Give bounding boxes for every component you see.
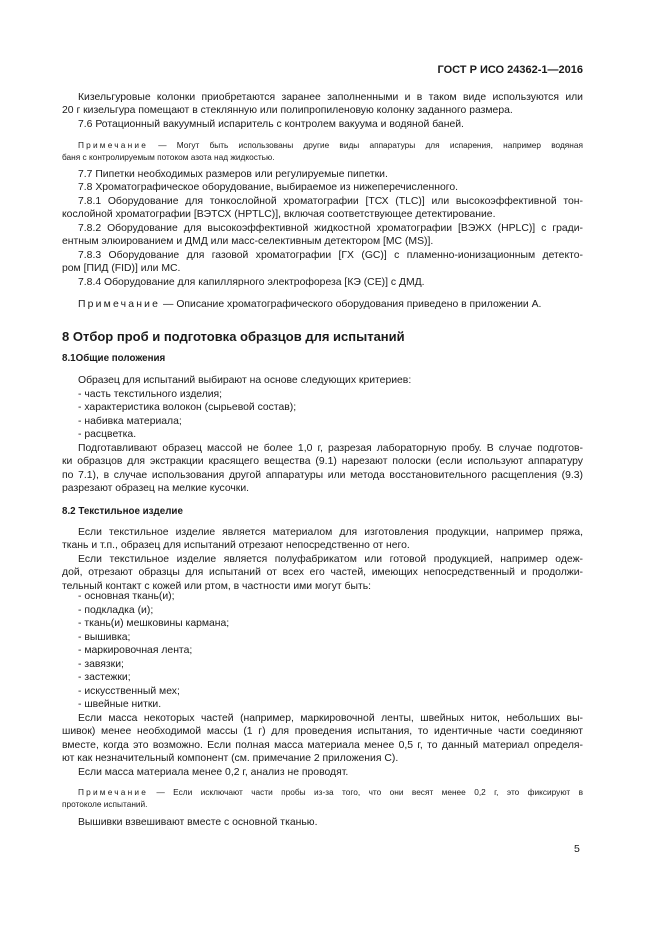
paragraph-line: Если текстильное изделие является полуфабрикатом или готовой продукцией, например одеж-	[78, 554, 583, 565]
section-8-1-heading: 8.1Общие положения	[62, 353, 166, 364]
paragraph-line: 20 г кизельгура помещают в стеклянную или полипропиленовую колонку заданного размера.	[62, 105, 513, 116]
list-item: - основная ткань(и);	[78, 591, 175, 602]
note-text: — Если исключают части пробы из-за того, что они весят менее 0,2 г, это фиксируют в	[156, 787, 583, 797]
page-number: 5	[574, 843, 580, 855]
paragraph-line: Кизельгуровые колонки приобретаются заранее заполненными и в таком виде используются или	[78, 92, 583, 103]
list-item: - искусственный мех;	[78, 686, 180, 697]
paragraph-line: кослойной хроматографии [ВЭТСХ (HPTLC)], включая соответствующее детектирование.	[62, 209, 496, 220]
list-item: - завязки;	[78, 659, 124, 670]
note-line: протоколе испытаний.	[62, 799, 148, 809]
list-item: - набивка материала;	[78, 416, 182, 427]
item-7-6: 7.6 Ротационный вакуумный испаритель с контролем вакуума и водяной баней.	[78, 119, 464, 130]
paragraph-line: ром [ПИД (FID)] или МС.	[62, 263, 181, 274]
paragraph-line: Если текстильное изделие является материалом для изготовления продукции, например пряжа,	[78, 527, 583, 538]
paragraph-line: Если масса некоторых частей (например, маркировочной ленты, швейных ниток, небольших вы-	[78, 713, 583, 724]
paragraph-line: ют как незначительный компонент (см. примечание 2 приложения С).	[62, 753, 399, 764]
paragraph-line: Подготавливают образец массой не более 1,0 г, разрезая лабораторную пробу. В случае подготов-	[78, 443, 583, 454]
paragraph-line: Вышивки взвешивают вместе с основной тканью.	[78, 817, 318, 828]
paragraph-line: ткань и т.п., образец для испытаний отрезают непосредственно от него.	[62, 540, 410, 551]
list-item: - характеристика волокон (сырьевой состав);	[78, 402, 297, 413]
section-8-heading: 8 Отбор проб и подготовка образцов для испытаний	[62, 329, 405, 344]
list-item: - часть текстильного изделия;	[78, 389, 223, 400]
document-id: ГОСТ Р ИСО 24362-1—2016	[437, 64, 583, 76]
paragraph-line: вместе, когда это возможно. Если полная масса материала менее 0,5 г, то данный материал определя-	[62, 740, 583, 751]
note-line	[78, 298, 583, 311]
note-text: — Могут быть использованы другие виды аппаратуры для испарения, например водяная	[158, 140, 583, 150]
note-label: Примечание	[78, 140, 149, 150]
item-7-8-2: 7.8.2 Оборудование для высокоэффективной жидкостной хроматографии [ВЭЖХ (HPLC)] с гради-	[78, 223, 583, 234]
paragraph-line: дой, отрезают образцы для испытаний от всех его частей, имеющих непосредственный и продолжи-	[62, 567, 583, 578]
note-text: — Описание хроматографического оборудования приведено в приложении А.	[163, 299, 542, 310]
item-7-8-4: 7.8.4 Оборудование для капиллярного электрофореза [КЭ (CE)] с ДМД.	[78, 277, 425, 288]
paragraph-line: разрезают образец на мелкие кусочки.	[62, 483, 250, 494]
paragraph-line: по 7.1), в случае использования другой аппаратуры или метода восстановительного расщепления (9.3)	[62, 470, 583, 481]
paragraph-line: Образец для испытаний выбирают на основе следующих критериев:	[78, 375, 412, 386]
paragraph-line: ки образцов для экстракции красящего вещества (9.1) нарезают полоски (если используют аппаратуру	[62, 456, 583, 467]
item-7-8-3: 7.8.3 Оборудование для газовой хроматографии [ГХ (GC)] с пламенно-ионизационным детекто-	[78, 250, 583, 261]
item-7-8-1: 7.8.1 Оборудование для тонкослойной хроматографии [ТСХ (TLC)] или высокоэффективной тон-	[78, 196, 583, 207]
note-label: Примечание	[78, 299, 161, 310]
paragraph-line: Если масса материала менее 0,2 г, анализ не проводят.	[78, 767, 349, 778]
paragraph-line: ентным элюированием и ДМД или масс-селективным детектором [МС (MS)].	[62, 236, 434, 247]
list-item: - ткань(и) мешковины кармана;	[78, 618, 230, 629]
note-line: баня с контролируемым потоком азота над жидкостью.	[62, 152, 275, 162]
item-7-7: 7.7 Пипетки необходимых размеров или регулируемые пипетки.	[78, 169, 388, 180]
list-item: - маркировочная лента;	[78, 645, 193, 656]
note-label: Примечание	[78, 787, 149, 797]
list-item: - швейные нитки.	[78, 699, 162, 710]
list-item: - расцветка.	[78, 429, 137, 440]
paragraph-line: тельный контакт с кожей или ртом, в частности ими могут быть:	[62, 581, 372, 592]
list-item: - застежки;	[78, 672, 131, 683]
paragraph-line: шивок) менее необходимой массы (1 г) для проведения испытания, то идентичные части соединяют	[62, 726, 583, 737]
item-7-8: 7.8 Хроматографическое оборудование, выбираемое из нижеперечисленного.	[78, 182, 459, 193]
list-item: - подкладка (и);	[78, 605, 154, 616]
section-8-2-heading: 8.2 Текстильное изделие	[62, 506, 183, 517]
list-item: - вышивка;	[78, 632, 131, 643]
